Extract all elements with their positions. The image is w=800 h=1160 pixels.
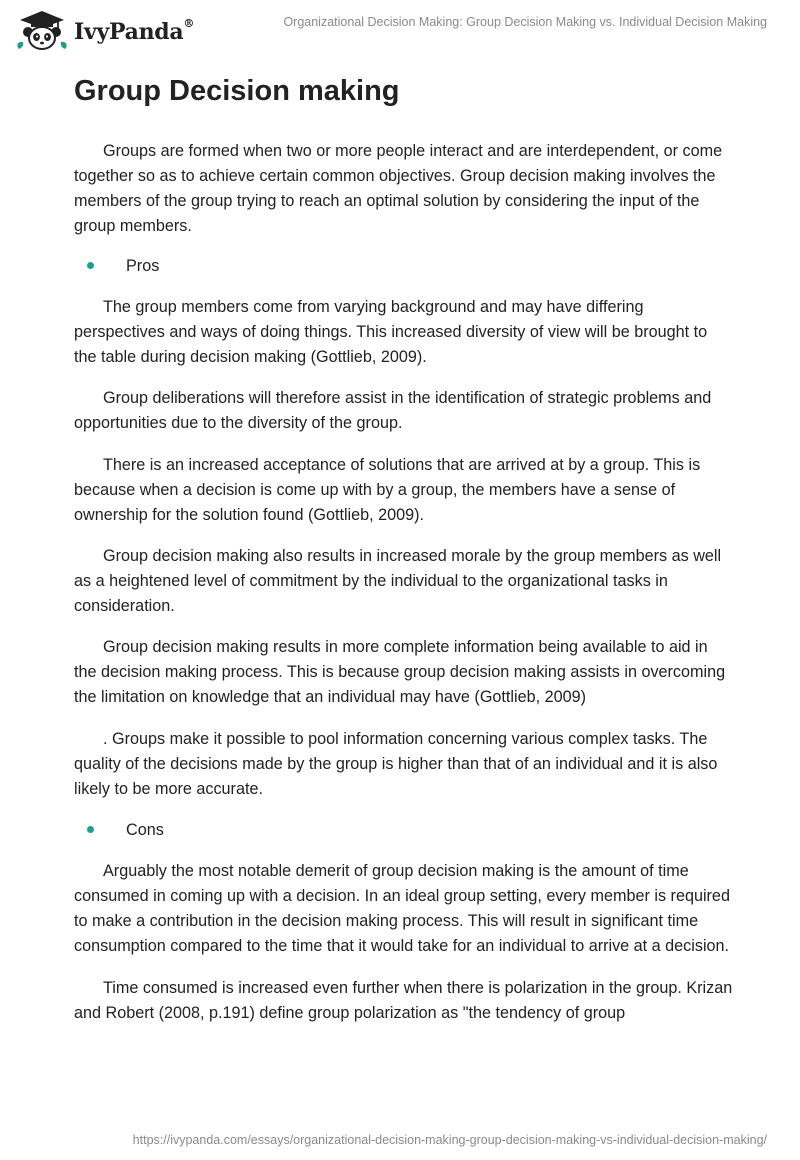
paragraph-cons-polarization: Time consumed is increased even further when there is polarization in the group. Krizan and Robert (2008, p.191) define group polarization as "the tendency of group	[74, 979, 733, 1022]
running-title: Organizational Decision Making: Group Decision Making vs. Individual Decision Making	[283, 15, 767, 29]
bullet-pros	[74, 254, 734, 279]
paragraph-intro: Groups are formed when two or more people interact and are interdependent, or come together so as to achieve certain common objectives. Group decision making involves the members of the group trying to reach an optimal solution by considering the input of the group members.	[74, 142, 723, 235]
paragraph-pros-deliberations: Group deliberations will therefore assist in the identification of strategic problems and opportunities due to the diversity of the group.	[74, 389, 712, 432]
bullet-dot-icon	[87, 262, 94, 269]
paragraph-cons-time: Arguably the most notable demerit of group decision making is the amount of time consumed in coming up with a decision. In an ideal group setting, every member is required to make a contribution in the decision making process. This will result in significant time consumption compared to the time that it would take for an individual to arrive at a decision.	[74, 862, 730, 955]
ivypanda-logo[interactable]	[14, 8, 194, 52]
bullet-cons-label: Cons	[126, 821, 164, 839]
article-body	[74, 70, 734, 1026]
paragraph-pros-information: Group decision making results in more complete information being available to aid in the decision making process. This is because group decision making assists in overcoming the limitation on knowledge that an individual may have (Gottlieb, 2009)	[74, 638, 726, 706]
paragraph-pros-morale: Group decision making also results in increased morale by the group members as well as a heightened level of commitment by the individual to the organizational tasks in consideration.	[74, 547, 722, 615]
logo-wordmark: IvyPanda®	[74, 17, 195, 45]
bullet-dot-icon	[87, 826, 94, 833]
paragraph-pros-acceptance: There is an increased acceptance of solutions that are arrived at by a group. This is because when a decision is come up with by a group, the members have a sense of ownership for the solution found (Gottlieb, 2009).	[74, 456, 701, 524]
paragraph-pros-quality: . Groups make it possible to pool information concerning various complex tasks. The quality of the decisions made by the group is higher than that of an individual and it is also likely to be more accurate.	[74, 730, 718, 798]
bullet-pros-label: Pros	[126, 257, 160, 275]
paragraph-pros-diversity: The group members come from varying background and may have differing perspectives and ways of doing things. This increased diversity of view will be brought to the table during decision making (Gottlieb, 2009).	[74, 298, 708, 366]
panda-graduate-icon	[14, 8, 70, 52]
registered-mark: ®	[183, 17, 195, 30]
bullet-cons	[74, 818, 734, 843]
source-url-link[interactable]: https://ivypanda.com/essays/organizational-decision-making-group-decision-making-vs-individual-decision-making/	[132, 1133, 767, 1147]
section-heading: Group Decision making	[74, 75, 400, 107]
page-header	[0, 0, 800, 60]
